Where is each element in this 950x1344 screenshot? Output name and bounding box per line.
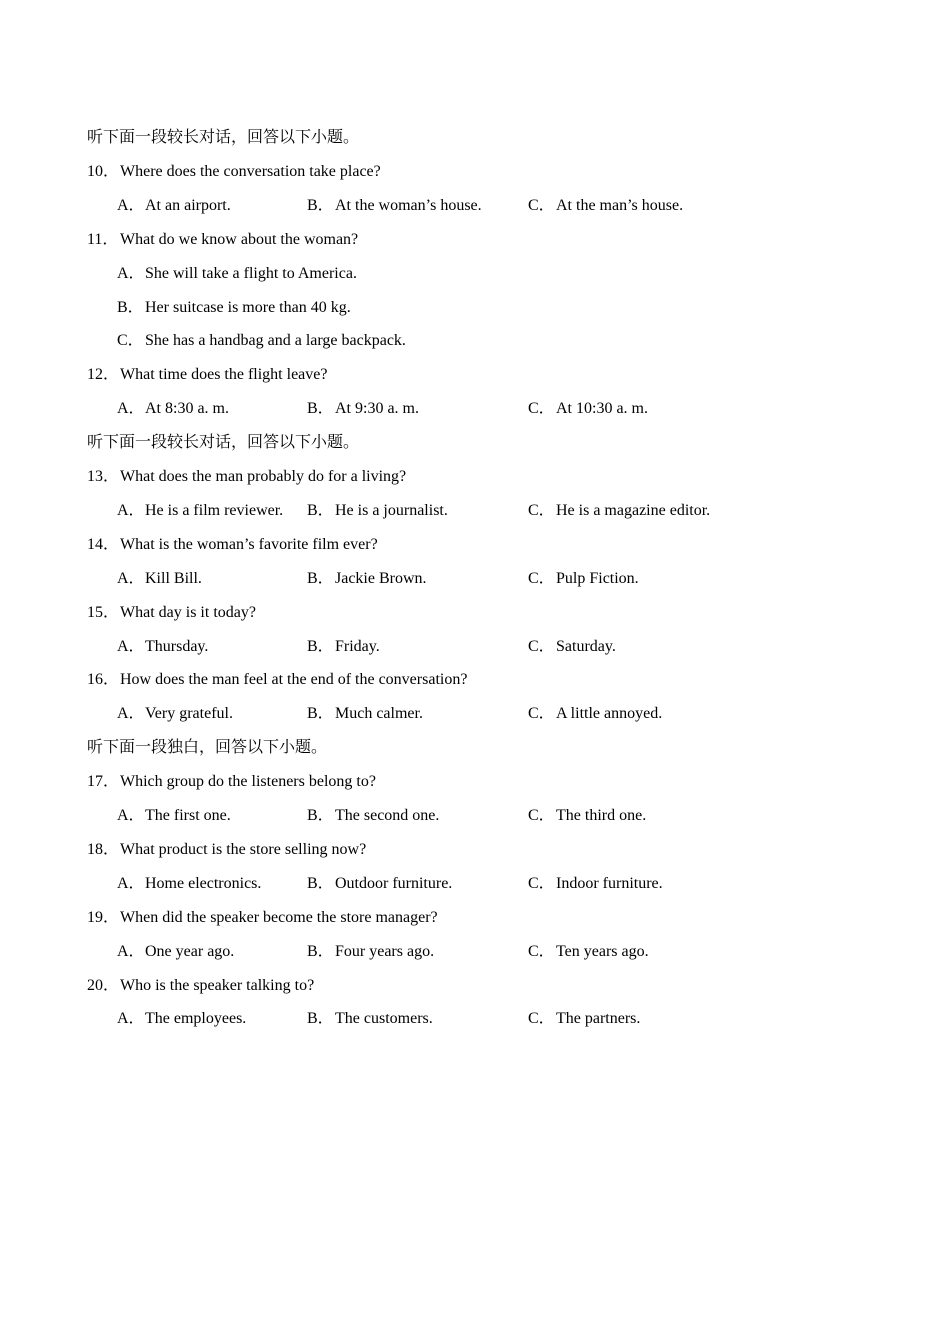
- option-label: A．: [117, 637, 145, 655]
- option-text: The employees.: [145, 1010, 247, 1028]
- option-label: C．: [528, 807, 555, 824]
- question-number: 20．: [87, 976, 120, 994]
- option-label: C．: [528, 874, 555, 892]
- option-text: The partners.: [556, 1010, 641, 1028]
- option-text: Thursday.: [145, 637, 209, 655]
- option-c: [528, 630, 616, 664]
- option-label: B．: [307, 874, 334, 892]
- option-label: B．: [307, 569, 334, 587]
- option-b: [307, 935, 434, 969]
- option-text: Four years ago.: [335, 942, 435, 960]
- question: [0, 528, 950, 562]
- option-c: [528, 697, 662, 731]
- option-label: A．: [117, 264, 145, 282]
- option-label: A．: [117, 1010, 145, 1028]
- option-text: He is a magazine editor.: [556, 501, 711, 519]
- option-text: At the man’s house.: [556, 196, 684, 214]
- question: [0, 663, 950, 697]
- question-text: What product is the store selling now?: [120, 840, 367, 858]
- option-b: [307, 392, 419, 426]
- question: [0, 969, 950, 1003]
- question: [0, 155, 950, 189]
- option-text: Indoor furniture.: [556, 874, 663, 892]
- question-text: How does the man feel at the end of the conversation?: [120, 671, 468, 689]
- option-label: A．: [117, 807, 145, 824]
- option-label: C．: [528, 400, 555, 418]
- option-text: The first one.: [145, 807, 231, 824]
- option-text: At an airport.: [145, 196, 231, 214]
- option-a: [117, 189, 231, 223]
- option-label: B．: [117, 298, 144, 316]
- option-b: [307, 189, 482, 223]
- option-text: Outdoor furniture.: [335, 874, 453, 892]
- question-number: 13．: [87, 468, 120, 485]
- question-number: 18．: [87, 840, 120, 858]
- option-a: [117, 630, 208, 664]
- option-b: [307, 562, 427, 596]
- option-text: Friday.: [335, 637, 380, 655]
- option-text: Home electronics.: [145, 874, 262, 892]
- question: [0, 223, 950, 257]
- options-row: [0, 630, 950, 664]
- question-text: What time does the flight leave?: [120, 366, 328, 384]
- option-text: At the woman’s house.: [335, 196, 482, 214]
- option-label: C．: [117, 332, 144, 350]
- option-c: [528, 799, 646, 833]
- option-text: Saturday.: [556, 637, 616, 655]
- question-number: 17．: [87, 773, 120, 791]
- option-a: [117, 867, 261, 901]
- option-label: B．: [307, 807, 334, 824]
- option-a: [117, 562, 202, 596]
- option-b: [307, 697, 423, 731]
- option-label: B．: [307, 705, 334, 723]
- question: [0, 765, 950, 799]
- option-a: [117, 1002, 246, 1036]
- option-label: A．: [117, 705, 145, 723]
- option-c: [528, 189, 683, 223]
- options-row: [0, 494, 950, 528]
- option-label: B．: [307, 1010, 334, 1028]
- option-text: Much calmer.: [335, 705, 423, 723]
- option-label: A．: [117, 400, 145, 418]
- option-label: A．: [117, 942, 145, 960]
- option-b: [307, 494, 448, 528]
- option-a: [117, 799, 231, 833]
- question-number: 10．: [87, 162, 120, 180]
- option-text: A little annoyed.: [556, 705, 663, 723]
- options-row: [0, 935, 950, 969]
- option-text: He is a film reviewer.: [145, 501, 284, 519]
- option-c: [528, 562, 639, 596]
- options-row: [0, 562, 950, 596]
- question-text: What day is it today?: [120, 603, 256, 621]
- option-text: She will take a flight to America.: [145, 264, 357, 282]
- options-row: [0, 392, 950, 426]
- option-c: [528, 1002, 640, 1036]
- option-label: C．: [528, 569, 555, 587]
- option-a: [117, 494, 283, 528]
- option-a: [117, 392, 229, 426]
- option-b: [307, 799, 439, 833]
- question: [0, 460, 950, 494]
- option-label: C．: [528, 705, 555, 723]
- question-text: Where does the conversation take place?: [120, 162, 381, 180]
- option-text: She has a handbag and a large backpack.: [145, 332, 406, 350]
- option-text: The customers.: [335, 1010, 433, 1028]
- option-b: [307, 867, 452, 901]
- question: [0, 596, 950, 630]
- option-label: B．: [307, 501, 334, 519]
- option: [117, 257, 357, 291]
- option-text: Very grateful.: [145, 705, 233, 723]
- option-text: Jackie Brown.: [335, 569, 427, 587]
- question-number: 11．: [87, 230, 119, 248]
- question-number: 15．: [87, 603, 120, 621]
- options-row: [0, 867, 950, 901]
- option-text: Pulp Fiction.: [556, 569, 639, 587]
- option-text: At 9:30 a. m.: [335, 400, 419, 418]
- options-row: [0, 1002, 950, 1036]
- question: [0, 901, 950, 935]
- option: [117, 291, 351, 325]
- options-row: [0, 189, 950, 223]
- question-number: 14．: [87, 535, 120, 553]
- option-label: C．: [528, 637, 555, 655]
- option-label: B．: [307, 196, 334, 214]
- option-label: B．: [307, 942, 334, 960]
- option: [117, 324, 406, 358]
- question: [0, 833, 950, 867]
- option-b: [307, 630, 380, 664]
- option-line: [0, 324, 950, 358]
- option-label: B．: [307, 400, 334, 418]
- option-text: He is a journalist.: [335, 501, 448, 519]
- option-c: [528, 867, 663, 901]
- question-number: 19．: [87, 908, 120, 926]
- option-label: A．: [117, 501, 145, 519]
- option-a: [117, 935, 234, 969]
- question-text: Who is the speaker talking to?: [120, 976, 315, 994]
- question-text: When did the speaker become the store manager?: [120, 908, 438, 926]
- option-line: [0, 291, 950, 325]
- question-number: 12．: [87, 366, 120, 384]
- option-text: At 10:30 a. m.: [556, 400, 648, 418]
- option-text: Ten years ago.: [556, 942, 649, 960]
- option-b: [307, 1002, 433, 1036]
- option-text: The third one.: [556, 807, 647, 824]
- question-text: What is the woman’s favorite film ever?: [120, 535, 378, 553]
- question-text: What do we know about the woman?: [120, 230, 359, 248]
- question: [0, 358, 950, 392]
- option-label: B．: [307, 637, 334, 655]
- option-a: [117, 697, 233, 731]
- option-label: C．: [528, 501, 555, 519]
- option-c: [528, 494, 710, 528]
- option-label: A．: [117, 196, 145, 214]
- option-text: At 8:30 a. m.: [145, 400, 229, 418]
- question-number: 16．: [87, 671, 120, 689]
- options-row: [0, 799, 950, 833]
- option-text: Her suitcase is more than 40 kg.: [145, 298, 351, 316]
- option-label: A．: [117, 569, 145, 587]
- options-row: [0, 697, 950, 731]
- option-c: [528, 935, 649, 969]
- option-label: C．: [528, 196, 555, 214]
- section-instruction: 听下面一段独白，回答以下小题。: [87, 739, 328, 757]
- option-c: [528, 392, 648, 426]
- option-text: One year ago.: [145, 942, 235, 960]
- question-text: Which group do the listeners belong to?: [120, 773, 376, 791]
- option-text: Kill Bill.: [145, 569, 202, 587]
- option-label: C．: [528, 1010, 555, 1028]
- option-label: A．: [117, 874, 145, 892]
- section-instruction: 听下面一段较长对话，回答以下小题。: [87, 129, 360, 146]
- section-instruction: 听下面一段较长对话，回答以下小题。: [87, 434, 360, 452]
- option-line: [0, 257, 950, 291]
- option-text: The second one.: [335, 807, 440, 824]
- question-text: What does the man probably do for a living?: [120, 468, 407, 485]
- option-label: C．: [528, 942, 555, 960]
